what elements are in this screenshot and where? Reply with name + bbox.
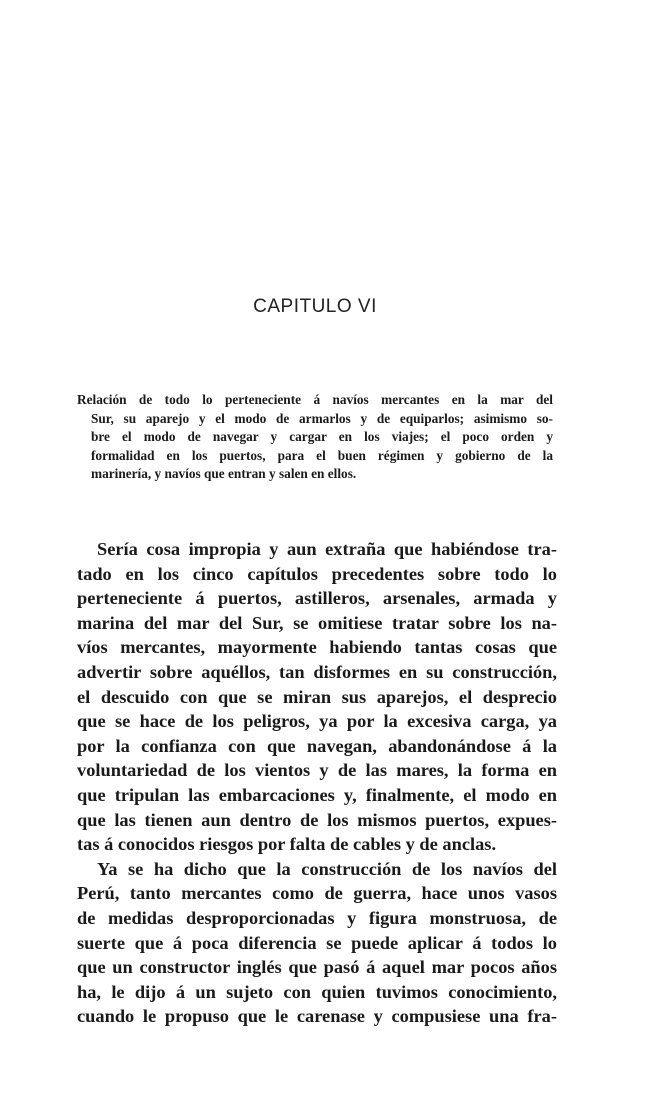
body-line: el descuido con que se miran sus aparejos, el desprecio — [77, 686, 557, 707]
chapter-title: CAPITULO VI — [253, 296, 377, 317]
body-line: Sería cosa impropia y aun extraña que habiéndose tra- — [97, 539, 557, 559]
summary-line: Sur, su aparejo y el modo de armarlos y de equiparlos; asimismo so- — [91, 410, 553, 426]
body-text — [77, 537, 557, 1029]
body-line: advertir sobre aquéllos, tan disformes en su construcción, — [77, 661, 557, 682]
summary-line: bre el modo de navegar y cargar en los viajes; el poco orden y — [91, 429, 553, 445]
body-line: que un constructor inglés que pasó á aquel mar pocos años — [77, 957, 557, 978]
body-line: perteneciente á puertos, astilleros, arsenales, armada y — [77, 588, 557, 609]
chapter-summary — [77, 391, 553, 484]
summary-line: formalidad en los puertos, para el buen régimen y gobierno de la — [91, 447, 553, 463]
body-line: suerte que á poca diferencia se puede aplicar á todos lo — [77, 932, 557, 953]
body-line: cuando le propuso que le carenase y compusiese una fra- — [77, 1006, 557, 1027]
body-line: por la confianza con que navegan, abandonándose á la — [77, 735, 557, 756]
body-line: que tripulan las embarcaciones y, finalmente, el modo en — [77, 784, 557, 805]
body-line: de medidas desproporcionadas y figura monstruosa, de — [77, 907, 557, 928]
body-line: Perú, tanto mercantes como de guerra, hace unos vasos — [77, 883, 557, 904]
summary-line: Relación de todo lo perteneciente á navíos mercantes en la mar del — [77, 392, 553, 407]
summary-line: marinería, y navíos que entran y salen en ellos. — [91, 466, 357, 482]
body-line: marina del mar del Sur, se omitiese tratar sobre los na- — [77, 612, 557, 633]
body-line: tado en los cinco capítulos precedentes sobre todo lo — [77, 563, 557, 584]
body-line: ha, le dijo á un sujeto con quien tuvimos conocimiento, — [77, 981, 557, 1002]
body-line: Ya se ha dicho que la construcción de los navíos del — [97, 858, 557, 879]
body-line: que las tienen aun dentro de los mismos puertos, expues- — [77, 809, 557, 830]
body-line: tas á conocidos riesgos por falta de cables y de anclas. — [77, 834, 497, 855]
body-line: víos mercantes, mayormente habiendo tantas cosas que — [77, 637, 557, 658]
body-line: voluntariedad de los vientos y de las mares, la forma en — [77, 760, 557, 781]
body-line: que se hace de los peligros, ya por la excesiva carga, ya — [77, 711, 557, 732]
